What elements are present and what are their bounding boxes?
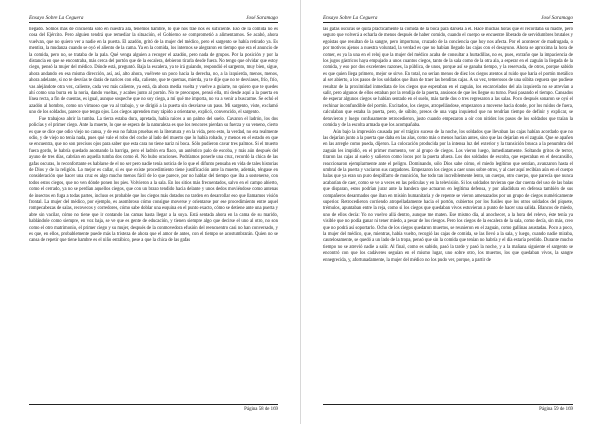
paragraph: Aún bajo la impresión causada por el trágico suceso de la noche, los soldados que llevaban las cajas habían acordado que no las dejarían junto a la puerta que daba en las alas, como más o menos hacían antes, sino que las dejarían en el zaguán. Que se apañen en las arregle como pueda, dijeron. La colocación producida por la intensa luz del exterior y la transición brusca a la penumbra del zaguán les impidió, en el primer momento, ver al grupo de ciegos. Los vieron luego, inmediatamente. Soltando gritos de terror, tiraron las cajas al suelo y salieron como locos por la puerta afuera. Los dos soldados de escolta, que esperaban en el descansillo, reaccionaron ejemplarmente ante el peligro. Dominando, sólo Dios sabe cómo, el miedo legítimo que sentían, avanzaron hasta el umbral de la puerta y vaciaron sus cargadores. Empezaron los ciegos a caer unos sobre otros, y al caer aquí recibían aún en el cuerpo balas que ya eran un puro despilfarro de munición, fue todo tan increíblemente lento, un cuerpo, otro cuerpo, que parecía que nunca acabarían de caer, como se ve a veces en las películas y en la televisión. Si los soldados tuvieran que dar cuenta del uso de las balas que disparan, estos podrían jurar ante la bandera que actuaron en legítima defensa, y por añadidura en defensa también de sus compañeros desarmados que iban en misión humanitaria y de repente se vieron amenazados por un grupo de ciegos numéricamente superior. Retrocedieron corriendo atropelladamente hacia el portón, cubiertos por los fusiles que los otros soldados del piquete, trémulos, apuntaban entre la reja, como si los ciegos que quedaban vivos estuvieran a punto de hacer una salida. Blancos de miedo, uno de ellos decía: Yo no vuelvo allá dentro, aunque me maten. Ese mismo día, al anochecer, a la hora del relevo, éste tenía ya visible que no podía ganar ni tener miedo, a pesar de los riesgos. Pero los ciegos de la escalera de la sala, como decía, sin más, creo que no podrá así soportarlo. Ocho de los ciegos quedaron muertos, se reunieron en el zaguán, como gallinas asustadas. Poco a poco, la mujer del médico, que, mientras, había vuelto, recogió las cajas de comida, se las llevó a la sala, y luego, cuando nadie miraba, cautelosamente, se quedó a un lado de la tropa, pensó que sin la comida que tenían no habría y el día estaría perdido. Durante mucho tiempo no se atrevió nadie a salir. Al final, como es sabido, pasó la tarde y pasó la noche, y a la mañana siguiente el sargento se encontró con que los cadáveres seguían en el mismo lugar, uno sobre otro, los muertos, los que quedaban vivos, la sangre ennegrecida, y, afortunadamente, la mujer del médico no los pudo ver, porque, a partir de: [323, 129, 573, 263]
page-number: Página 59 de 169: [323, 404, 573, 412]
page-header: [323, 13, 573, 23]
paragraph: Fue trabajoso abrir la tumba. La tierra estaba dura, apretada, había raíces a un palmo del suelo. Cavaron el ladrón, los dos policías y el primer ciego. Ante la muerte, lo que se espera de la naturaleza es que los rencores pierdan su fuerza y su veneno, cierto es que se dice que odio viejo no cansa, y de eso no faltan pruebas en la literatura y en la vida, pero esto, la verdad, no era realmente odio, y de viejo no tenía nada, pues qué vale el robo del coche al lado del muerto que lo había robado, y menos en el estado en que se encuentra, que no son precisos ojos para saber que esta cara no tiene nariz ni boca. Sólo pudieron cavar tres palmos. Si el muerto fuera gordo, le habría quedado asomando la barriga, pero el ladrón era flaco, un auténtico palo de escoba, y más aún después del ayuno de tres días, cabrían en aquella tumba dos como él. No hubo oraciones. Podríamos ponerle una cruz, recordó la chica de las gafas oscuras, lo reconfortante es hablarse de el no ser pero nadie tenía noticia de lo que el difunto pensaba en vida de tales historias de Dios y de la religión. Lo mejor es callar, si es que existe procedimiento tiene justificación ante la muerte, además, téngase en consideración que hacer una cruz es algo mucho menos fácil de lo que parece, por no hablar del tiempo que iba a sostenerse, con todos estos ciegos, que no ven dónde ponen los pies. Volvieron a la sala. En los sitios más frecuentados, salvo en el campo abierto, como el cerrado, ya no se perdían aquellos ciegos, que con un brazo tendido hacia delante y unos dedos moviéndose como antenas de insectos en fuga a todas partes, incluso es probable que los ciegos más dotados no tarden en desarrollar eso que llamamos visión frontal. La mujer del médico, por ejemplo, es asombroso cómo consigue moverse y orientarse por ese procedimiento entre aquel rompecabezas de salas, recovecos y corredores, cómo sabe doblar una esquina en el punto exacto, cómo se detiene ante una puerta y abre sin vacilar, cómo no tiene que ir contando las camas hasta llegar a la suya. Está sentada ahora en la cama de su marido, hablándole como siempre, en voz baja, se ve que es gente de educación, y tienen siempre algo que decirse el uno al otro, no son como el otro matrimonio, el primer ciego y su mujer, después de la conmovedora efusión del reencuentro casi no han conversado, y es que, en ellos, probablemente puede más la tristeza de ahora que el amor de antes, con el tiempo se acostumbrarán. Quien no se cansa de repetir que tiene hambre es el niño estrábico, pese a que la chica de las gafas: [29, 116, 278, 244]
page-body: [323, 27, 573, 397]
header-author: José Saramago: [246, 15, 278, 21]
page-header: [29, 13, 278, 23]
right-page: [300, 0, 600, 424]
header-book-title: Ensayo Sobre La Ceguera: [323, 15, 378, 21]
paragraph: las gafas oscuras se quita prácticamente la comida de la boca para dársela a él. Hace muchas horas que él recordaba su madre, pero seguro que volverá a echarla de menos después de haber comido, cuando el cuerpo se encuentre liberado de servidumbres brutales y egoístas que resultan de la sangre, pero importuno, cruzado de la conciencia que hoy nos afecta. Por el acontecer de madrugada, o por motivos ajenos a nuestra voluntad, la verdad es que no habían llegado las cajas con el desayuno. Ahora se aproxima la hora de comer, es ya la una en el reloj que la mujer del médico acaba de consultar a hurtadillas, no es, pues, extraño que la impaciencia de los jugos gástricos haya empujado a unos cuantos ciegos, tanto de la sala como de la otra ala, a esperar en el zaguán la llegada de la comida, y eso por dos excelentes razones, la pública, de unos, porque así se ganaba tiempo, y la reservada, de otros, porque sabido es que quien llega primero, mejor se sirve. En total, no serían menos de diez los ciegos atentos al ruido que haría el portón metálico al ser abierto, a los pasos de los soldados que iban de traer las benditas cajas. A su vez, temerosos de una súbita ceguera que pudiese resultar de la proximidad inmediata de los ciegos que esperaban en el zaguán, los encarcelados del ala izquierda no se atrevían a salir, pero algunos de ellos estaban por la rendija de la puerta, ansiosos de que les llegue su turno. Pasó pasando el tiempo. Cansados de esperar algunos ciegos se habían sentado en el suelo, más tarde dos o tres regresaron a las salas. Poco después sonaron se oyó el rechinar inconfundible del portón. Excitados, los ciegos, atropellándose, empezaron a moverse hacia donde, por los ruidos de fuera, calculaban que estaba la puerta, pero, de súbito, presos de una vaga inquietud que no tendrían tiempo de definir y explicar, se detuvieron y luego confusamente retrocedieron, justo cuando empezaron a oír con nitidez los pasos de los soldados que traían la comida y de la escolta armada que los acompañaba.: [323, 27, 573, 129]
header-book-title: Ensayo Sobre La Ceguera: [29, 15, 84, 21]
page-number: Página 58 de 169: [29, 404, 278, 412]
paragraph: llegado. Somos más de cincuenta sólo en nuestra ala, tenemos hambre, lo que nos trae nos es suficiente. Eso de la comida no es cosa del Ejército. Pero alguien tendrá que remediar la situación, el Gobierno se comprometió a alimentarnos. Se acabó, ahora vuelvan, que no quiero ver a nadie en la puerta. El azadón, gritó de la mujer del médico, pero el sargento se había retirado ya. Es mentira, la mudanza cuando se oyó el aliento de la cama. Ya en la comida, los internos se alegraron en tiempo que era el anuncio de la comida, pero no, se trataba de la pala. Qué venga alguien a recoger el azadón, pero nada de grupos. Por la posición y por la distancia en que se encontraba, más cerca del portón que de la escalera, debieron tirarla desde fuera. No tengo que olvidar que estoy ciego, pensó la mujer del médico. Dónde está, preguntó. Baja la escalera, ya te irá guiando, respondió el sargento, muy bien, sigue, ahora andando en esa misma dirección, así, así, alto ahora, vuélvete un poco hacia la derecha, no, a la izquierda, menos, menos, ahora adelante, si no te desvías te darás de narices con ella, caliente, que te quemas, mierda, ya te dije que no te desviases, frío, frío, vas alejándote otra vez, caliente, cada vez más caliente, ya está, da ahora media vuelta y vuelve a guiarte, no quiero que te quedes ahí como una burra en la noria, dando vueltas, y acabes junto al portón. No te preocupes, pensó ella, mi desde aquí a la puerta en línea recta, a fin de cuentas, es igual, aunque sospeche que no soy ciega, a mí qué me importa, no va a venir a buscarme. Se echó el azadón al hombro, como un virtuoso que va al trabajo, y se dirigió a la puerta sin desviarse un paso. Mi sargento, viste, exclamó uno de los soldados, parece que tenga ojos. Los ciegos aprenden muy rápido a orientarse, explicó, convencido, el sargento.: [29, 27, 278, 116]
header-author: José Saramago: [541, 15, 573, 21]
page-body: [29, 27, 278, 397]
